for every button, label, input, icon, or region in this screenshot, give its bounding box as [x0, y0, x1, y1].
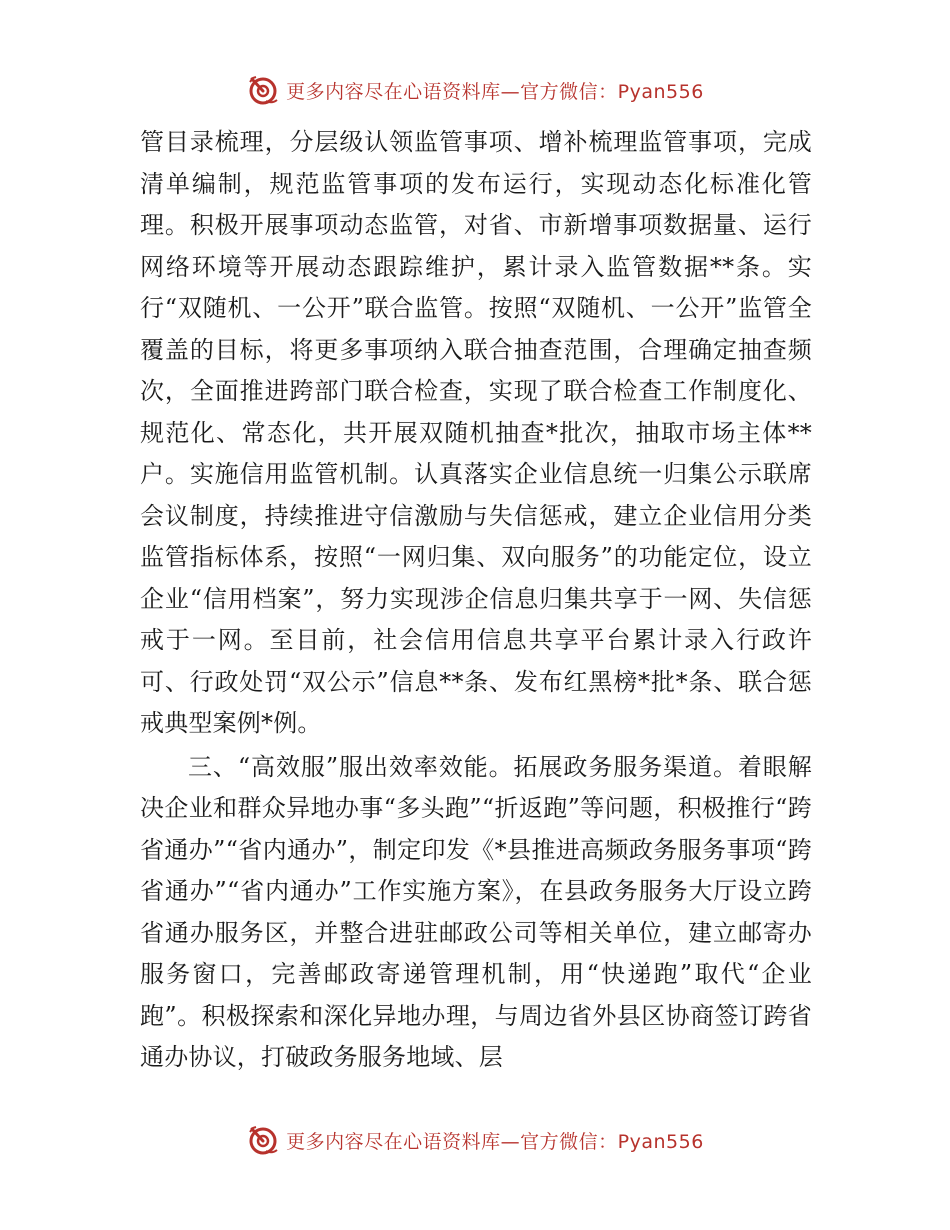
brand-logo-icon	[246, 73, 280, 107]
paragraph-continued: 管目录梳理，分层级认领监管事项、增补梳理监管事项，完成清单编制，规范监管事项的发布运行，实现动态化标准化管理。积极开展事项动态监管，对省、市新增事项数据量、运行网络环境等开展动态跟踪维护，累计录入监管数据**条。实行“双随机、一公开”联合监管。按照“双随机、一公开”监管全覆盖的目标，将更多事项纳入联合抽查范围，合理确定抽查频次，全面推进跨部门联合检查，实现了联合检查工作制度化、规范化、常态化，共开展双随机抽查*批次，抽取市场主体**户。实施信用监管机制。认真落实企业信息统一归集公示联席会议制度，持续推进守信激励与失信惩戒，建立企业信用分类监管指标体系，按照“一网归集、双向服务”的功能定位，设立企业“信用档案”，努力实现涉企信息归集共享于一网、失信惩戒于一网。至目前，社会信用信息共享平台累计录入行政许可、行政处罚“双公示”信息**条、发布红黑榜*批*条、联合惩戒典型案例*例。	[140, 128, 812, 737]
brand-logo-icon	[246, 1123, 280, 1157]
footer-banner-text: 更多内容尽在心语资料库—官方微信：Pyan556	[286, 1130, 704, 1153]
header-banner-text: 更多内容尽在心语资料库—官方微信：Pyan556	[286, 80, 704, 103]
paragraph-section-three: 三、“高效服”服出效率效能。拓展政务服务渠道。着眼解决企业和群众异地办事“多头跑”“折返跑”等问题，积极推行“跨省通办”“省内通办”，制定印发《*县推进高频政务服务事项“跨省通办”“省内通办”工作实施方案》，在县政务服务大厅设立跨省通办服务区，并整合进驻邮政公司等相关单位，建立邮寄办服务窗口，完善邮政寄递管理机制，用“快递跑”取代“企业跑”。积极探索和深化异地办理，与周边省外县区协商签订跨省通办协议，打破政务服务地域、层	[140, 752, 812, 1071]
footer-banner	[0, 1120, 950, 1160]
header-banner	[0, 70, 950, 110]
document-body	[140, 122, 812, 1079]
